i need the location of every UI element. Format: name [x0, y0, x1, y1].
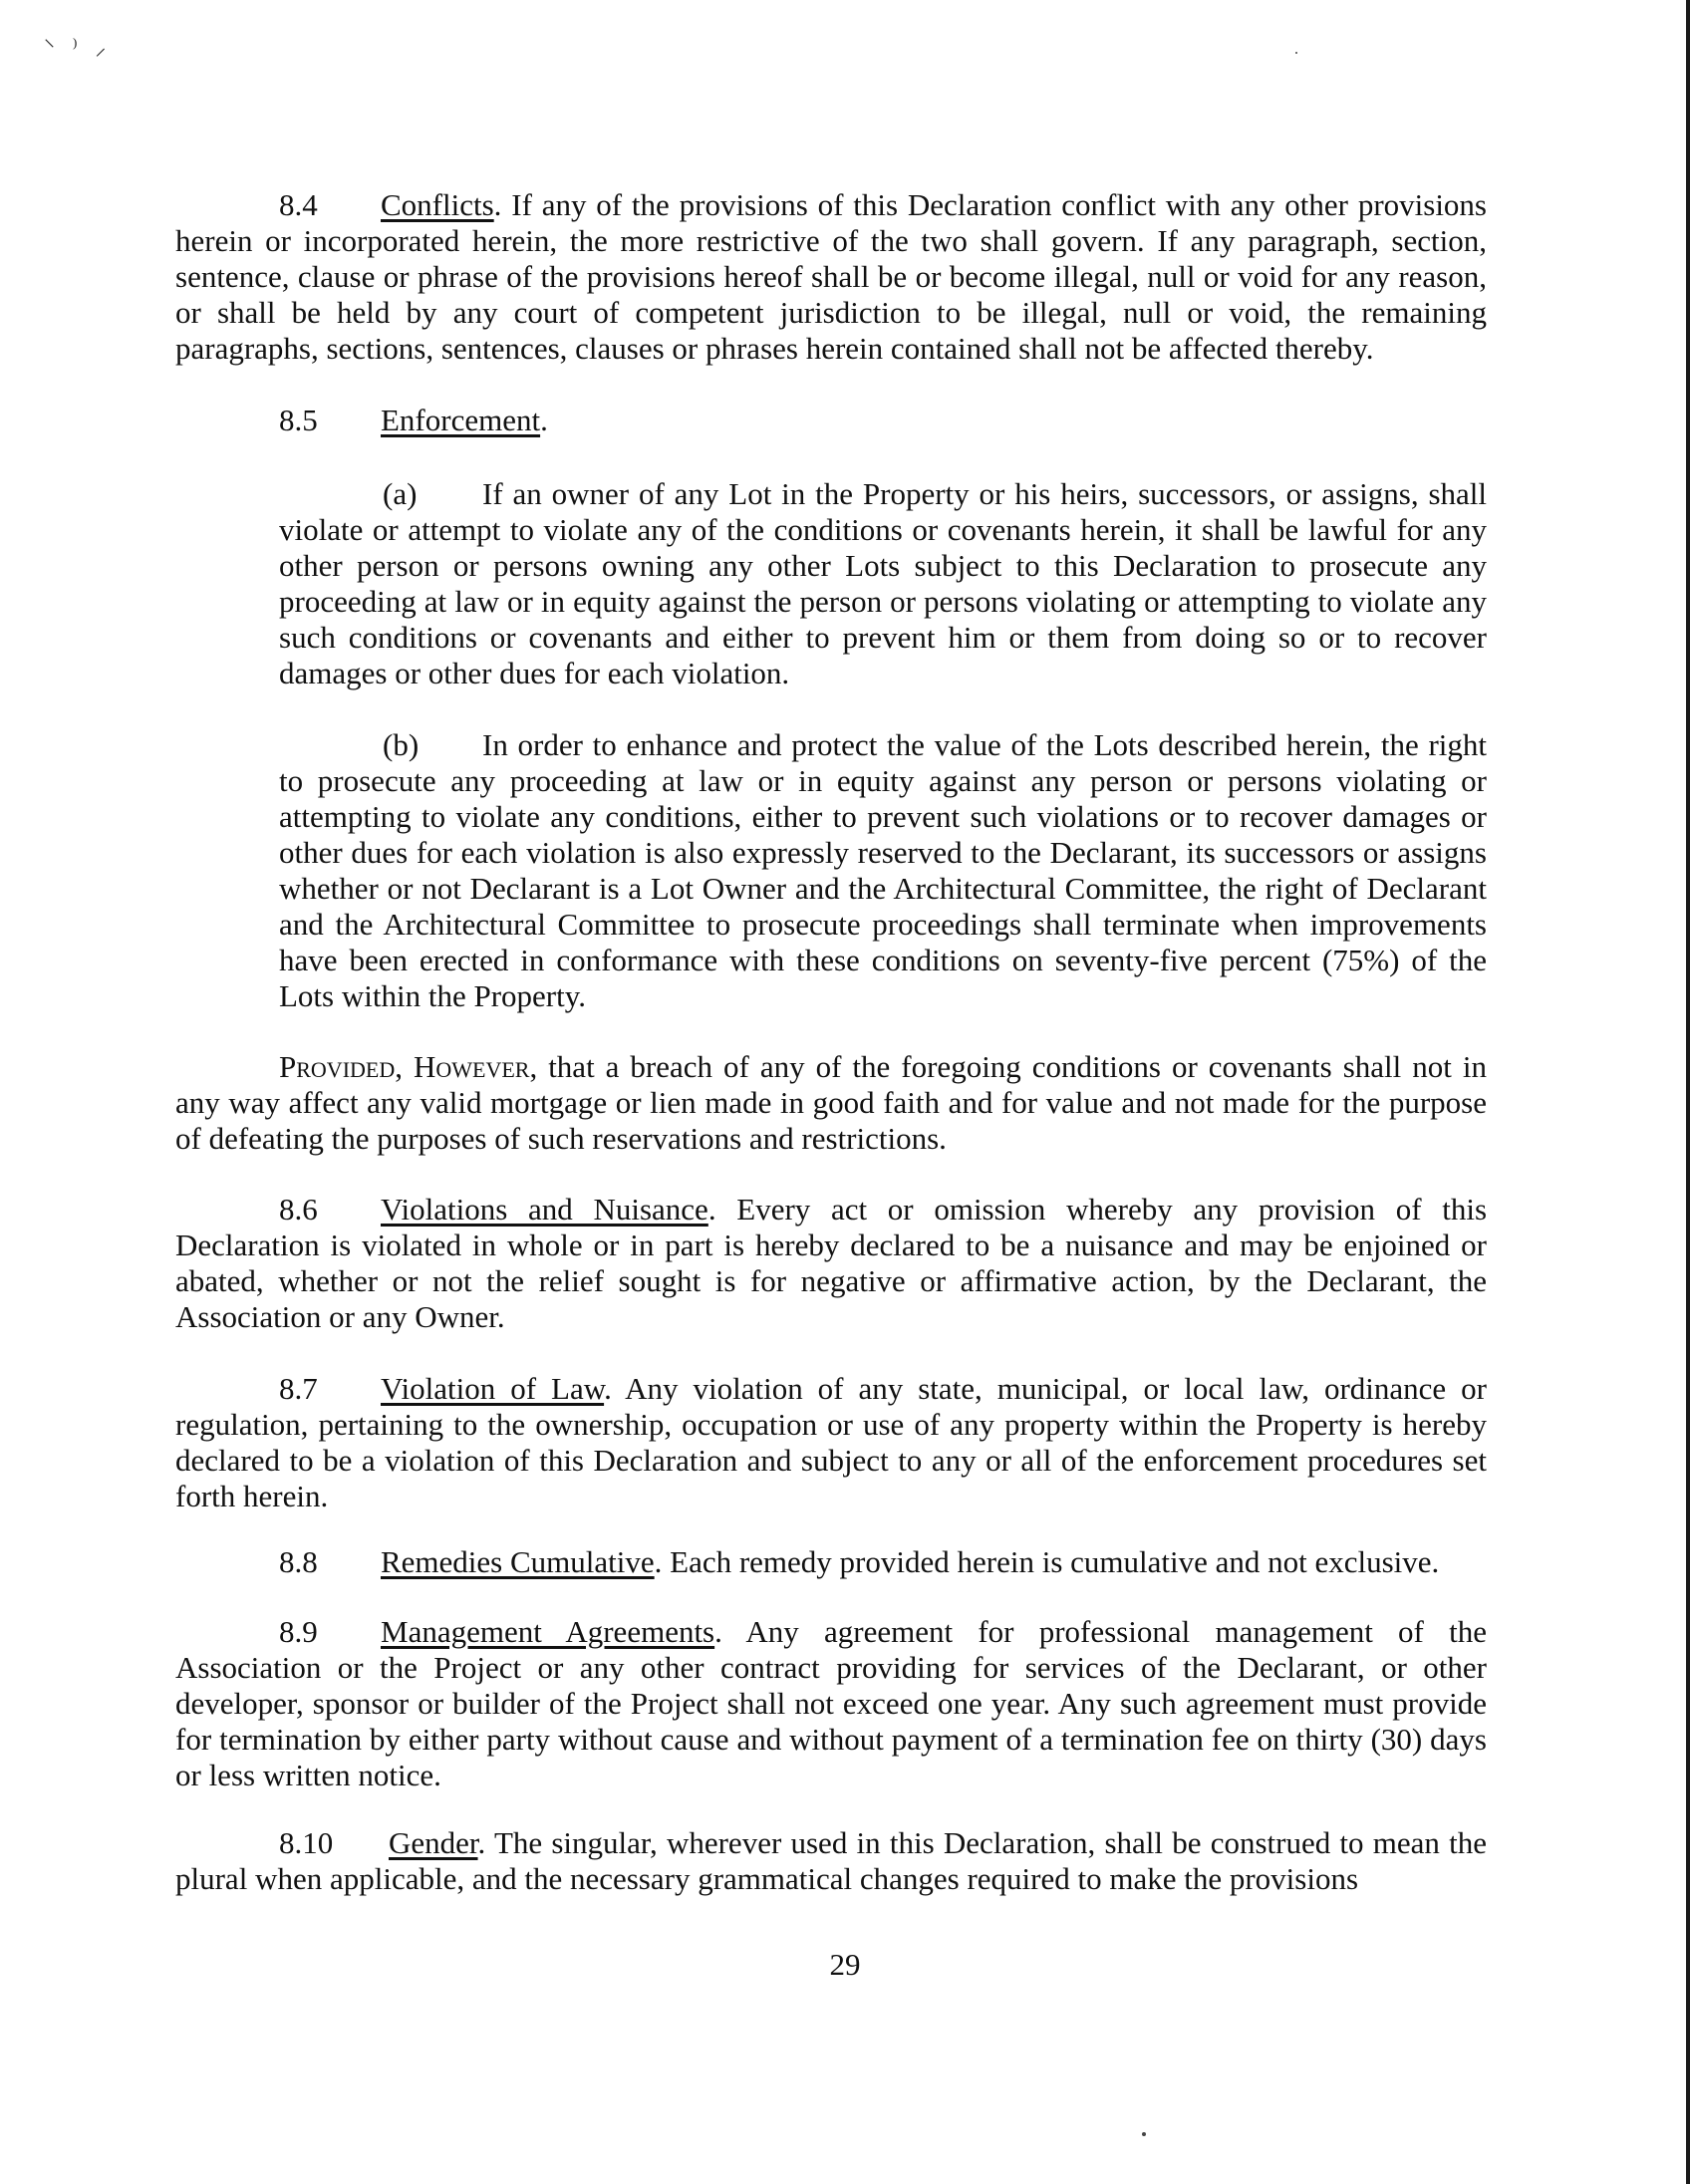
- subsection-text: In order to enhance and protect the value of the Lots described herein, the right to prosecute any proceeding at law or in equity against any person or persons violating or attempting to violate any conditions, either to prevent such violations or to recover damages or other dues for each violation is also expressly reserved to the Declarant, its successors or assigns whether or not Declarant is a Lot Owner and the Architectural Committee, the right of Declarant and the Architectural Committee to prosecute proceedings shall terminate when improvements have been erected in conformance with these conditions on seventy-five percent (75%) of the Lots within the Property.: [279, 727, 1487, 1013]
- section-heading: Conflicts: [381, 187, 494, 222]
- page-number: 29: [829, 1947, 861, 1982]
- section-heading: Violations and Nuisance: [381, 1192, 708, 1227]
- section-8-5-b: [279, 727, 1487, 1014]
- section-text: . If any of the provisions of this Declaration conflict with any other provisions herein or incorporated herein, the more restrictive of the two shall govern. If any paragraph, section, sentence, clause or phrase of the provisions hereof shall be or become illegal, null or void for any reason, or shall be held by any court of competent jurisdiction to be illegal, null or void, the remaining paragraphs, sections, sentences, clauses or phrases herein contained shall not be affected thereby.: [175, 187, 1487, 366]
- section-text: . Any agreement for professional management of the Association or the Project or any other contract providing for services of the Declarant, or other developer, sponsor or builder of the Project shall not exceed one year. Any such agreement must provide for termination by either party without cause and without payment of a termination fee on thirty (30) days or less written notice.: [175, 1614, 1487, 1792]
- subsection-label: (a): [383, 476, 418, 511]
- section-8-6: [175, 1192, 1487, 1335]
- section-number: 8.5: [279, 403, 318, 437]
- section-8-5-a: [279, 476, 1487, 691]
- section-heading: Gender: [389, 1825, 478, 1860]
- section-number: 8.7: [279, 1371, 318, 1406]
- section-text: . The singular, wherever used in this Declaration, shall be construed to mean the plural when applicable, and the necessary grammatical changes required to make the provisions: [175, 1825, 1487, 1896]
- section-8-9: [175, 1614, 1487, 1793]
- subsection-text: If an owner of any Lot in the Property or his heirs, successors, or assigns, shall violate or attempt to violate any of the conditions or covenants herein, it shall be lawful for any other person or persons owning any other Lots subject to this Declaration to prosecute any proceeding at law or in equity against the person or persons violating or attempting to violate any such conditions or covenants and either to prevent him or them from doing so or to recover damages or other dues for each violation.: [279, 476, 1487, 690]
- scan-edge: [1686, 0, 1690, 2184]
- heading-suffix: .: [540, 403, 548, 437]
- section-number: 8.4: [279, 187, 318, 222]
- section-8-7: [175, 1371, 1487, 1514]
- section-8-10: [175, 1825, 1487, 1897]
- proviso-lead: Provided, However,: [279, 1049, 538, 1084]
- section-number: 8.10: [279, 1825, 334, 1860]
- corner-marks: ⸌ ⁾ ⸝: [44, 35, 113, 60]
- proviso-text: that a breach of any of the foregoing conditions or covenants shall not in any way affect any valid mortgage or lien made in good faith and for value and not made for the purpose of defeating the purposes of such reservations and restrictions.: [175, 1049, 1487, 1156]
- section-8-8: [175, 1544, 1487, 1580]
- scan-speck: [1142, 2132, 1146, 2136]
- section-8-4: [175, 187, 1487, 367]
- section-heading: Violation of Law: [381, 1371, 605, 1406]
- section-number: 8.8: [279, 1544, 318, 1579]
- section-8-5-heading: [175, 403, 1487, 438]
- section-text: . Each remedy provided herein is cumulative and not exclusive.: [654, 1544, 1440, 1579]
- proviso-paragraph: [175, 1049, 1487, 1157]
- section-heading: Enforcement: [381, 403, 541, 437]
- subsection-label: (b): [383, 727, 420, 762]
- section-heading: Remedies Cumulative: [381, 1544, 655, 1579]
- section-number: 8.6: [279, 1192, 318, 1227]
- section-text: . Any violation of any state, municipal, or local law, ordinance or regulation, pertaining to the ownership, occupation or use of any property within the Property is hereby declared to be a violation of this Declaration and subject to any or all of the enforcement procedures set forth herein.: [175, 1371, 1487, 1513]
- section-heading: Management Agreements: [381, 1614, 715, 1649]
- scan-speck: [1295, 52, 1297, 54]
- section-number: 8.9: [279, 1614, 318, 1649]
- section-text: . Every act or omission whereby any provision of this Declaration is violated in whole or in part is hereby declared to be a nuisance and may be enjoined or abated, whether or not the relief sought is for negative or affirmative action, by the Declarant, the Association or any Owner.: [175, 1192, 1488, 1334]
